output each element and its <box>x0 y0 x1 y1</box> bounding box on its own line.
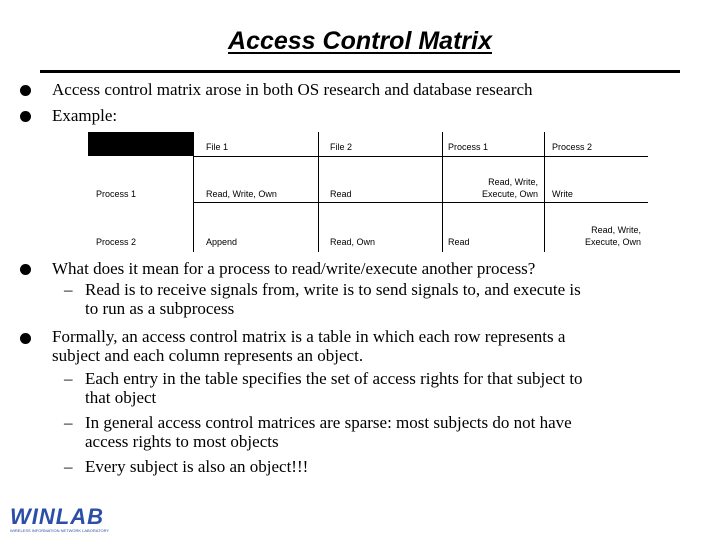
row-header: Process 1 <box>96 189 137 199</box>
formal-sub-text: Each entry in the table specifies the set of access rights for that subject to <box>85 369 583 388</box>
formal-sub-text: In general access control matrices are sparse: most subjects do not have <box>85 413 572 432</box>
sub-bullet-dash: – <box>64 457 73 476</box>
winlab-logo <box>10 506 118 536</box>
matrix-divider <box>193 156 648 157</box>
bullet-dot <box>20 264 31 275</box>
matrix-cell: Append <box>206 237 238 247</box>
matrix-divider <box>193 202 648 203</box>
column-header: Process 2 <box>552 142 593 152</box>
sub-bullet-dash: – <box>64 413 73 432</box>
matrix-cell: Read, Own <box>330 237 376 247</box>
row-header: Process 2 <box>96 237 137 247</box>
formal-text: Formally, an access control matrix is a table in which each row represents a <box>52 327 566 346</box>
matrix-divider <box>318 132 319 252</box>
slide-title: Access Control Matrix <box>228 27 492 55</box>
question-sub-text: Read is to receive signals from, write is to send signals to, and execute is <box>85 280 581 299</box>
matrix-cell: Read <box>330 189 352 199</box>
bullet-dot <box>20 333 31 344</box>
logo-wordmark: WINLAB <box>10 504 104 529</box>
title-divider <box>40 70 680 73</box>
sub-bullet-dash: – <box>64 369 73 388</box>
matrix-cell: Write <box>552 189 573 199</box>
matrix-divider <box>193 132 194 252</box>
column-header: File 2 <box>330 142 353 152</box>
question-sub-text: to run as a subprocess <box>85 299 235 318</box>
question-text: What does it mean for a process to read/write/execute another process? <box>52 259 536 278</box>
matrix-cell: Read, Write, Execute, Own <box>584 225 641 247</box>
matrix-cell: Read, Write, Own <box>206 189 277 199</box>
bullet-text: Example: <box>52 106 118 125</box>
sub-bullet-dash: – <box>64 280 73 299</box>
matrix-corner-cell <box>88 132 193 156</box>
formal-sub-text: that object <box>85 388 157 407</box>
formal-sub-text: Every subject is also an object!!! <box>85 457 309 476</box>
formal-text: subject and each column represents an object. <box>52 346 364 365</box>
logo-subtitle: WIRELESS INFORMATION NETWORK LABORATORY <box>10 528 110 533</box>
matrix-cell: Read <box>448 237 470 247</box>
access-matrix-table <box>88 132 648 252</box>
bullet-dot <box>20 85 31 96</box>
column-header: File 1 <box>206 142 229 152</box>
matrix-cell: Read, Write, Execute, Own <box>481 177 538 199</box>
bullet-text: Access control matrix arose in both OS research and database research <box>52 80 533 99</box>
formal-sub-text: access rights to most objects <box>85 432 279 451</box>
bullet-dot <box>20 111 31 122</box>
matrix-divider <box>442 132 443 252</box>
column-header: Process 1 <box>448 142 489 152</box>
